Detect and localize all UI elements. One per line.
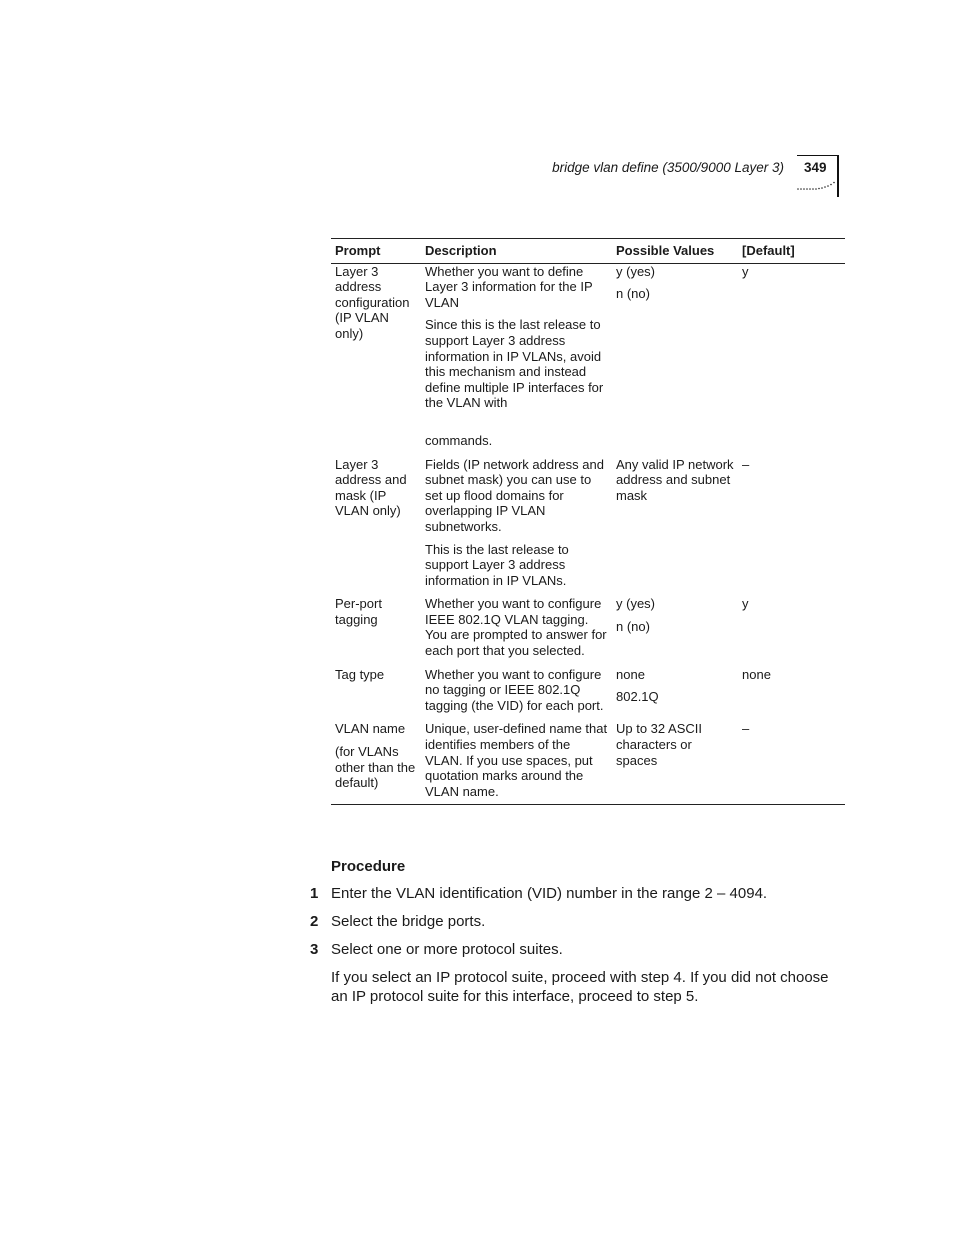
default-value: y <box>742 263 749 279</box>
table-header-row <box>331 239 845 264</box>
description-text: This is the last release to support Layer 3 address information in IP VLANs. <box>425 541 569 588</box>
step-number: 3 <box>310 941 319 958</box>
step-number: 2 <box>310 913 319 930</box>
table-row <box>331 721 845 804</box>
description-text: Fields (IP network address and subnet mask) you can use to set up flood domains for overlapping IP VLAN subnetworks. <box>425 456 604 534</box>
possible-value: n (no) <box>616 618 650 634</box>
table-row <box>331 667 845 722</box>
table-row <box>331 596 845 666</box>
default-value: – <box>742 456 750 472</box>
header-description: Description <box>421 239 612 264</box>
description-text: commands. <box>425 432 493 448</box>
prompt-text: Tag type <box>335 666 385 682</box>
prompt-text: Layer 3 address and mask (IP VLAN only) <box>335 456 407 519</box>
step-number: 1 <box>310 885 319 902</box>
description-text: Unique, user-defined name that identifies members of the VLAN. If you use spaces, put quotation marks around the VLAN name. <box>425 721 608 799</box>
possible-value: Any valid IP network address and subnet mask <box>616 456 734 503</box>
prompt-text: (for VLANs other than the default) <box>335 744 416 791</box>
step-text: Select one or more protocol suites. <box>331 941 563 958</box>
possible-value: n (no) <box>616 286 650 302</box>
default-value: – <box>738 721 845 804</box>
possible-value: Up to 32 ASCII characters or spaces <box>616 721 702 768</box>
corner-dots-ornament <box>796 178 838 192</box>
prompt-text: Layer 3 address configuration (IP VLAN only) <box>335 263 410 341</box>
description-text: Whether you want to configure no tagging or IEEE 802.1Q tagging (the VID) for each port. <box>425 666 604 713</box>
default-value: none <box>742 666 771 682</box>
prompt-text: Per-port tagging <box>335 596 382 627</box>
possible-value: 802.1Q <box>616 689 659 705</box>
possible-value: none <box>616 666 645 682</box>
description-text: Whether you want to configure IEEE 802.1Q VLAN tagging. You are prompted to answer for each port that you selected. <box>425 596 607 659</box>
parameters-table <box>331 238 845 805</box>
procedure-step <box>310 940 830 959</box>
procedure-heading: Procedure <box>331 858 406 875</box>
step-text: Enter the VLAN identification (VID) number in the range 2 – 4094. <box>331 885 768 902</box>
table-row <box>331 457 845 597</box>
corner-rule-horizontal <box>797 155 837 156</box>
default-value: y <box>742 596 749 612</box>
header-default: [Default] <box>738 239 845 264</box>
page-number: 349 <box>804 160 827 175</box>
possible-value: y (yes) <box>616 263 655 279</box>
header-prompt: Prompt <box>331 239 421 264</box>
description-text: Since this is the last release to support Layer 3 address information in IP VLANs, avoid this mechanism and instead define multiple IP interfaces for the VLAN with <box>425 317 604 411</box>
description-text: Whether you want to define Layer 3 information for the IP VLAN <box>425 263 593 310</box>
procedure-steps <box>310 884 830 1006</box>
header-possible-values: Possible Values <box>612 239 738 264</box>
step-text: Select the bridge ports. <box>331 913 486 930</box>
prompt-text: VLAN name <box>335 721 406 737</box>
table-row <box>331 263 845 456</box>
procedure-paragraph: If you select an IP protocol suite, proceed with step 4. If you did not choose an IP protocol suite for this interface, proceed to step 5. <box>331 969 829 1005</box>
running-header: bridge vlan define (3500/9000 Layer 3) <box>552 160 784 175</box>
procedure-step <box>310 912 830 931</box>
possible-value: y (yes) <box>616 596 655 612</box>
procedure-step <box>310 884 830 903</box>
